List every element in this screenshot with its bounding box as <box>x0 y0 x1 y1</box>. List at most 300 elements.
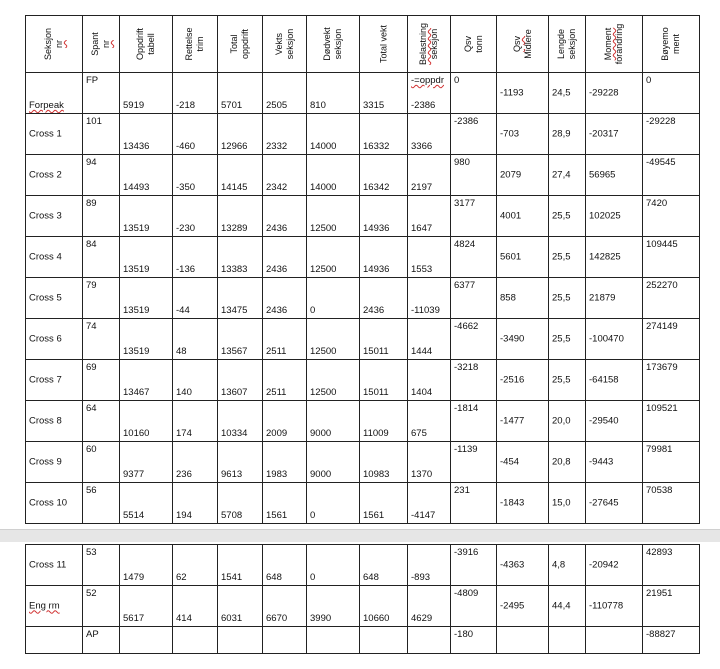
cell-value: 1479 <box>123 572 145 583</box>
cell-belastning <box>408 73 451 114</box>
cell-value: -4147 <box>411 510 436 521</box>
cell-value: 25,5 <box>552 333 571 345</box>
cell-value: -1477 <box>500 415 525 427</box>
cell-value: 14493 <box>123 182 150 193</box>
cell-total-oppdrift <box>218 483 263 524</box>
cell-moment <box>586 73 643 114</box>
column-header-line: nr <box>101 40 111 49</box>
cell-boye <box>643 196 700 237</box>
cell-rettelse <box>173 401 218 442</box>
cell-section <box>26 114 83 155</box>
cell-value: -29228 <box>646 116 676 127</box>
cell-value: -100470 <box>589 333 624 345</box>
cell-dodvekt <box>307 114 360 155</box>
cell-value: 140 <box>176 387 192 398</box>
cell-value: 1444 <box>411 346 433 357</box>
cell-value: 5919 <box>123 100 145 111</box>
cell-value: -27645 <box>589 497 619 509</box>
cell-section <box>26 401 83 442</box>
cell-lengde <box>549 114 586 155</box>
cell-lengde <box>549 278 586 319</box>
cell-section <box>26 483 83 524</box>
shear-moment-table <box>25 15 700 524</box>
cell-value: 13567 <box>221 346 248 357</box>
cell-value: 13519 <box>123 305 150 316</box>
cell-value: -3218 <box>454 362 479 373</box>
cell-value: 56 <box>86 485 97 496</box>
cell-qsv-mid <box>497 237 549 278</box>
cell-value: -2516 <box>500 374 525 386</box>
cell-qsv <box>451 586 497 627</box>
table-row <box>26 237 700 278</box>
cell-belastning <box>408 483 451 524</box>
cell-total-oppdrift <box>218 586 263 627</box>
cell-value: 2197 <box>411 182 433 193</box>
cell-boye <box>643 114 700 155</box>
cell-value: 414 <box>176 613 192 624</box>
cell-dodvekt <box>307 155 360 196</box>
cell-value: -1843 <box>500 497 525 509</box>
column-header <box>586 16 643 73</box>
cell-value: 52 <box>86 588 97 599</box>
cell-total-vekt <box>360 483 408 524</box>
cell-value: Cross 2 <box>29 169 62 181</box>
cell-vekt <box>263 483 307 524</box>
cell-spant <box>83 196 120 237</box>
cell-spant <box>83 360 120 401</box>
cell-value: 1561 <box>266 510 288 521</box>
cell-value: 6670 <box>266 613 288 624</box>
table-row <box>26 196 700 237</box>
cell-qsv <box>451 360 497 401</box>
cell-total-oppdrift <box>218 401 263 442</box>
column-header-line: ment <box>671 33 681 55</box>
cell-value: 9377 <box>123 469 145 480</box>
cell-value: -64158 <box>589 374 619 386</box>
cell-qsv-mid <box>497 360 549 401</box>
cell-moment <box>586 545 643 586</box>
document-page-2 <box>0 542 720 669</box>
column-header <box>451 16 497 73</box>
cell-lengde <box>549 319 586 360</box>
cell-rettelse <box>173 73 218 114</box>
cell-oppdrift <box>120 442 173 483</box>
cell-value: -350 <box>176 182 196 193</box>
column-header-line: Total <box>229 34 239 54</box>
cell-value: Cross 9 <box>29 456 62 468</box>
cell-oppdrift <box>120 278 173 319</box>
table-row <box>26 319 700 360</box>
cell-value: 14936 <box>363 223 390 234</box>
cell-lengde <box>549 237 586 278</box>
cell-total-vekt <box>360 278 408 319</box>
column-header-line: Oppdrift <box>135 27 145 61</box>
cell-value: 14000 <box>310 141 337 152</box>
cell-rettelse <box>173 627 218 654</box>
cell-value: 236 <box>176 469 192 480</box>
cell-oppdrift <box>120 627 173 654</box>
cell-boye <box>643 627 700 654</box>
cell-total-oppdrift <box>218 545 263 586</box>
cell-qsv <box>451 401 497 442</box>
cell-value: 2009 <box>266 428 288 439</box>
cell-value: 102025 <box>589 210 621 222</box>
column-header-line: seksjon <box>429 28 439 60</box>
cell-belastning <box>408 545 451 586</box>
cell-oppdrift <box>120 196 173 237</box>
cell-section <box>26 196 83 237</box>
cell-value: 2436 <box>266 264 288 275</box>
cell-rettelse <box>173 319 218 360</box>
cell-value: Eng rm <box>29 600 60 612</box>
cell-value: 24,5 <box>552 87 571 99</box>
cell-value: -460 <box>176 141 196 152</box>
cell-boye <box>643 586 700 627</box>
table-row <box>26 360 700 401</box>
cell-value: Cross 11 <box>29 559 67 571</box>
cell-section <box>26 545 83 586</box>
cell-value: 25,5 <box>552 292 571 304</box>
cell-value: 13519 <box>123 346 150 357</box>
cell-boye <box>643 483 700 524</box>
cell-vekt <box>263 360 307 401</box>
cell-value: 174 <box>176 428 192 439</box>
cell-oppdrift <box>120 237 173 278</box>
cell-vekt <box>263 278 307 319</box>
cell-value: 980 <box>454 157 470 168</box>
column-header-line: tabell <box>146 33 156 55</box>
cell-oppdrift <box>120 401 173 442</box>
cell-value: 12500 <box>310 346 337 357</box>
cell-spant <box>83 627 120 654</box>
cell-value: -29540 <box>589 415 619 427</box>
cell-moment <box>586 196 643 237</box>
cell-belastning <box>408 401 451 442</box>
cell-vekt <box>263 155 307 196</box>
cell-value: -1139 <box>454 444 478 455</box>
cell-moment <box>586 237 643 278</box>
cell-value: 0 <box>310 572 316 583</box>
cell-belastning <box>408 627 451 654</box>
cell-belastning <box>408 319 451 360</box>
cell-qsv <box>451 155 497 196</box>
cell-value: 14145 <box>221 182 248 193</box>
cell-value: -20317 <box>589 128 619 140</box>
cell-value: -4809 <box>454 588 479 599</box>
cell-lengde <box>549 196 586 237</box>
column-header-line: forandring <box>614 23 624 65</box>
cell-value: 2079 <box>500 169 522 181</box>
column-header-label <box>229 29 251 59</box>
column-header-label <box>135 28 157 60</box>
cell-value: 3366 <box>411 141 433 152</box>
cell-value: 6377 <box>454 280 476 291</box>
cell-value: Cross 1 <box>29 128 62 140</box>
cell-value: 89 <box>86 198 97 209</box>
cell-value: -110778 <box>589 600 624 612</box>
cell-value: 13519 <box>123 223 150 234</box>
cell-value: 1647 <box>411 223 433 234</box>
cell-section <box>26 319 83 360</box>
column-header-label <box>660 27 682 61</box>
table-row <box>26 442 700 483</box>
table-row <box>26 155 700 196</box>
cell-value: -20942 <box>589 559 619 571</box>
column-header-line: Seksjon <box>43 27 53 61</box>
cell-belastning <box>408 586 451 627</box>
cell-value: 13475 <box>221 305 248 316</box>
cell-moment <box>586 442 643 483</box>
cell-lengde <box>549 545 586 586</box>
cell-value: -3490 <box>500 333 525 345</box>
cell-value: -29228 <box>589 87 619 99</box>
cell-value: 2436 <box>266 305 288 316</box>
cell-dodvekt <box>307 545 360 586</box>
cell-value: 13607 <box>221 387 248 398</box>
column-header-line: Dødvekt <box>322 27 332 61</box>
page-break <box>0 529 720 543</box>
column-header-line: seksjon <box>333 28 343 60</box>
cell-value: 4,8 <box>552 559 566 571</box>
cell-value: 84 <box>86 239 97 250</box>
cell-value: -44 <box>176 305 190 316</box>
cell-value: 1404 <box>411 387 433 398</box>
cell-dodvekt <box>307 319 360 360</box>
column-header-line: Qsv <box>511 35 522 53</box>
cell-total-oppdrift <box>218 155 263 196</box>
cell-total-oppdrift <box>218 442 263 483</box>
cell-vekt <box>263 586 307 627</box>
cell-oppdrift <box>120 155 173 196</box>
cell-lengde <box>549 483 586 524</box>
cell-value: 5601 <box>500 251 522 263</box>
cell-qsv <box>451 196 497 237</box>
cell-value: 675 <box>411 428 427 439</box>
cell-value: 79981 <box>646 444 673 455</box>
cell-rettelse <box>173 442 218 483</box>
cell-moment <box>586 627 643 654</box>
cell-rettelse <box>173 360 218 401</box>
cell-total-oppdrift <box>218 237 263 278</box>
cell-total-oppdrift <box>218 196 263 237</box>
cell-value: Cross 8 <box>29 415 62 427</box>
cell-vekt <box>263 319 307 360</box>
cell-value: 2342 <box>266 182 288 193</box>
cell-oppdrift <box>120 483 173 524</box>
cell-value: 15011 <box>363 346 389 357</box>
cell-value: 21951 <box>646 588 673 599</box>
table-row <box>26 545 700 586</box>
cell-spant <box>83 319 120 360</box>
cell-value: 20,8 <box>552 456 571 468</box>
cell-value: 14000 <box>310 182 337 193</box>
column-header-line: seksjon <box>284 28 295 60</box>
cell-moment <box>586 360 643 401</box>
cell-total-vekt <box>360 360 408 401</box>
cell-value: -218 <box>176 100 196 111</box>
cell-value: 0 <box>310 510 316 521</box>
cell-value: 5514 <box>123 510 145 521</box>
cell-value: -4363 <box>500 559 525 571</box>
cell-value: 53 <box>86 547 97 558</box>
cell-value: 25,5 <box>552 210 571 222</box>
column-header-line: Vekts <box>273 32 284 56</box>
cell-total-oppdrift <box>218 319 263 360</box>
column-header-line: Lengde <box>556 28 566 60</box>
cell-value: 64 <box>86 403 97 414</box>
column-header-label <box>556 29 578 60</box>
cell-value: -180 <box>454 629 474 640</box>
cell-value: 27,4 <box>552 169 571 181</box>
cell-value: -49545 <box>646 157 676 168</box>
cell-moment <box>586 155 643 196</box>
cell-spant <box>83 114 120 155</box>
cell-value: 20,0 <box>552 415 571 427</box>
cell-total-oppdrift <box>218 73 263 114</box>
cell-value: 109445 <box>646 239 678 250</box>
cell-value: 173679 <box>646 362 678 373</box>
cell-value: 62 <box>176 572 187 583</box>
cell-value: 1561 <box>363 510 385 521</box>
cell-value: 10334 <box>221 428 248 439</box>
cell-rettelse <box>173 483 218 524</box>
cell-value: 101 <box>86 116 102 127</box>
cell-spant <box>83 155 120 196</box>
cell-lengde <box>549 155 586 196</box>
cell-value: -3916 <box>454 547 479 558</box>
cell-boye <box>643 73 700 114</box>
cell-value: 6031 <box>221 613 243 624</box>
cell-value: 3990 <box>310 613 332 624</box>
cell-belastning <box>408 114 451 155</box>
cell-vekt <box>263 114 307 155</box>
cell-value: 13436 <box>123 141 150 152</box>
cell-spant <box>83 237 120 278</box>
cell-value: 14936 <box>363 264 390 275</box>
cell-qsv-mid <box>497 586 549 627</box>
cell-vekt <box>263 442 307 483</box>
cell-value: 5708 <box>221 510 243 521</box>
cell-value: Cross 10 <box>29 497 68 509</box>
cell-oppdrift <box>120 545 173 586</box>
cell-rettelse <box>173 114 218 155</box>
cell-value: 12500 <box>310 387 337 398</box>
table-row <box>26 278 700 319</box>
cell-total-vekt <box>360 237 408 278</box>
cell-value: -2386 <box>454 116 479 127</box>
cell-value: 15,0 <box>552 497 571 509</box>
column-header-line: Midlere <box>522 29 533 59</box>
cell-qsv-mid <box>497 73 549 114</box>
column-header-label <box>418 23 440 65</box>
column-header-label <box>274 29 296 60</box>
cell-value: Cross 5 <box>29 292 62 304</box>
cell-value: 1541 <box>221 572 243 583</box>
cell-vekt <box>263 627 307 654</box>
cell-dodvekt <box>307 442 360 483</box>
cell-value: 2511 <box>266 387 287 398</box>
table-row <box>26 114 700 155</box>
cell-value: 3315 <box>363 100 385 111</box>
cell-value: 1370 <box>411 469 433 480</box>
cell-value: 44,4 <box>552 600 571 612</box>
column-header-line: oppdrift <box>240 28 250 60</box>
cell-qsv-mid <box>497 196 549 237</box>
cell-moment <box>586 483 643 524</box>
cell-value: 9000 <box>310 428 332 439</box>
cell-total-oppdrift <box>218 278 263 319</box>
column-header <box>307 16 360 73</box>
cell-dodvekt <box>307 360 360 401</box>
cell-total-vekt <box>360 319 408 360</box>
cell-total-vekt <box>360 545 408 586</box>
column-header <box>26 16 83 73</box>
cell-total-vekt <box>360 442 408 483</box>
cell-total-oppdrift <box>218 627 263 654</box>
cell-spant <box>83 73 120 114</box>
cell-value: 94 <box>86 157 97 168</box>
column-header <box>549 16 586 73</box>
column-header-line: Rettelse <box>184 27 194 61</box>
cell-section <box>26 278 83 319</box>
cell-value: 2505 <box>266 100 288 111</box>
cell-value: 21879 <box>589 292 616 304</box>
column-header-label <box>90 32 112 56</box>
cell-moment <box>586 278 643 319</box>
cell-vekt <box>263 401 307 442</box>
cell-value: 0 <box>646 75 652 86</box>
cell-section <box>26 73 83 114</box>
cell-moment <box>586 114 643 155</box>
cell-value: Cross 4 <box>29 251 62 263</box>
cell-value: 74 <box>86 321 97 332</box>
cell-value: -1193 <box>500 87 524 99</box>
column-header <box>83 16 120 73</box>
cell-value: 810 <box>310 100 326 111</box>
cell-boye <box>643 237 700 278</box>
table-row <box>26 586 700 627</box>
cell-belastning <box>408 442 451 483</box>
cell-value: -4662 <box>454 321 479 332</box>
cell-value: 231 <box>454 485 470 496</box>
column-header <box>173 16 218 73</box>
cell-qsv-mid <box>497 114 549 155</box>
cell-lengde <box>549 73 586 114</box>
cell-value: AP <box>86 629 99 640</box>
cell-value: -893 <box>411 572 431 583</box>
cell-boye <box>643 155 700 196</box>
column-header <box>360 16 408 73</box>
cell-spant <box>83 586 120 627</box>
cell-boye <box>643 360 700 401</box>
column-header-label <box>322 27 344 61</box>
cell-value: 60 <box>86 444 97 455</box>
cell-qsv <box>451 442 497 483</box>
cell-value: 648 <box>363 572 379 583</box>
cell-value: 12966 <box>221 141 248 152</box>
column-header-line: Total vekt <box>378 24 388 64</box>
cell-spant <box>83 401 120 442</box>
cell-total-vekt <box>360 155 408 196</box>
cell-value: 70538 <box>646 485 673 496</box>
cell-total-vekt <box>360 114 408 155</box>
cell-value: 2332 <box>266 141 288 152</box>
column-header-line: Moment <box>603 27 613 61</box>
cell-value: -230 <box>176 223 196 234</box>
table-row <box>26 73 700 114</box>
cell-rettelse <box>173 278 218 319</box>
cell-total-vekt <box>360 586 408 627</box>
